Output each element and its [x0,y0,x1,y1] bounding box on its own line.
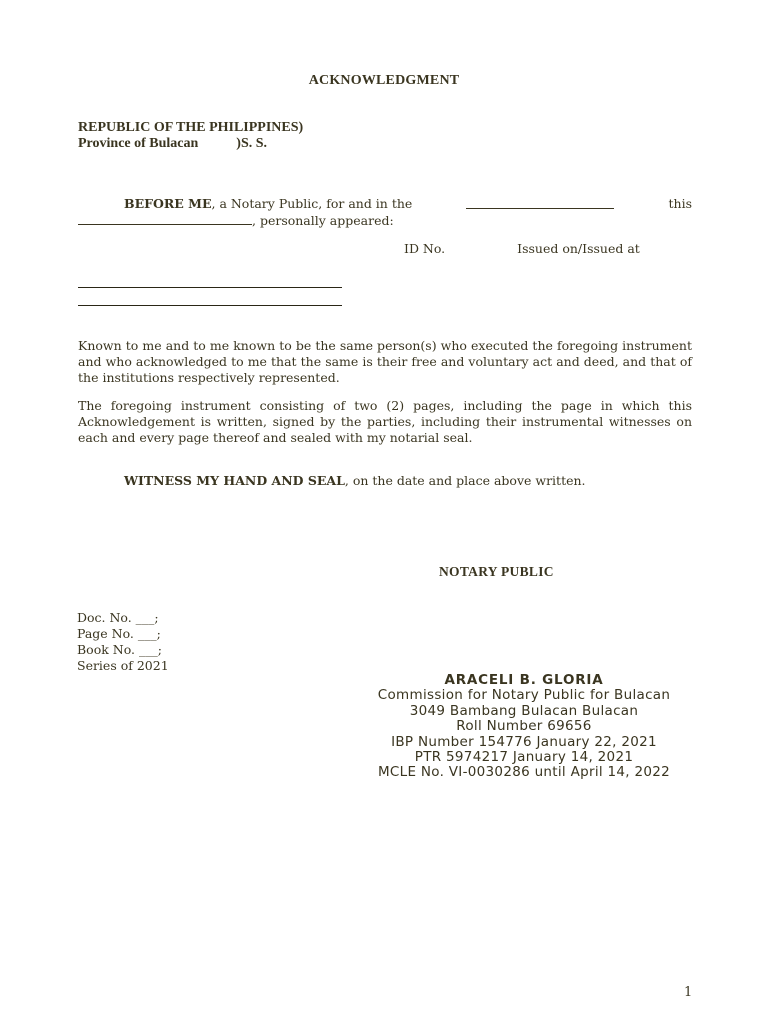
notary-ibp: IBP Number 154776 January 22, 2021 [391,733,657,750]
id-no-label: ID No. [404,241,446,256]
place-blank [466,196,614,209]
page-no: Page No. ___; [77,626,161,641]
appearer-line-2 [78,305,342,306]
intro-second-line [78,212,692,229]
series: Series of 2021 [77,658,169,673]
notary-public-label: NOTARY PUBLIC [439,564,554,579]
witness-rest: , on the date and place above written. [344,473,586,488]
notary-commission: Commission for Notary Public for Bulacan [377,687,671,704]
document-title: ACKNOWLEDGMENT [308,73,460,88]
notary-name: ARACELI B. GLORIA [444,672,604,688]
date-blank [78,212,252,225]
notary-ptr: PTR 5974217 January 14, 2021 [414,749,634,766]
witness-line [124,473,586,488]
doc-references [77,610,169,674]
before-me-label: BEFORE ME [124,196,212,211]
intro-first-line [78,196,692,212]
intro-this: this [668,196,692,211]
venue-block [78,120,303,152]
notary-mcle: MCLE No. VI-0030286 until April 14, 2022 [377,764,671,781]
intro-before-me-wrap [78,196,412,212]
notary-details [356,673,692,781]
venue-republic: REPUBLIC OF THE PHILIPPINES) [78,120,304,135]
venue-province-row [78,136,303,152]
intro-text2: , personally appeared: [252,213,394,228]
page-number: 1 [684,985,693,1000]
intro-paragraph [78,196,692,229]
intro-text1: , a Notary Public, for and in the [211,196,413,211]
issued-label: Issued on/Issued at [517,241,640,256]
book-no: Book No. ___; [77,642,162,657]
notary-roll: Roll Number 69656 [456,718,592,735]
doc-no: Doc. No. ___; [77,610,159,625]
venue-ss: )S. S. [236,136,268,151]
known-paragraph: Known to me and to me known to be the same person(s) who executed the foregoing instrument and who acknowledged to me that the same is their free and voluntary act and deed, and that of the institutions respectively represented. [78,338,692,385]
foregoing-paragraph: The foregoing instrument consisting of two (2) pages, including the page in which this Acknowledgement is written, signed by the parties, including their instrumental witnesses on each and every page thereof and sealed with my notarial seal. [78,398,692,445]
venue-province: Province of Bulacan [78,136,199,151]
notary-address: 3049 Bambang Bulacan Bulacan [409,702,639,719]
appearer-line-1 [78,287,342,288]
id-header-row [404,241,640,256]
witness-bold: WITNESS MY HAND AND SEAL [124,473,345,488]
